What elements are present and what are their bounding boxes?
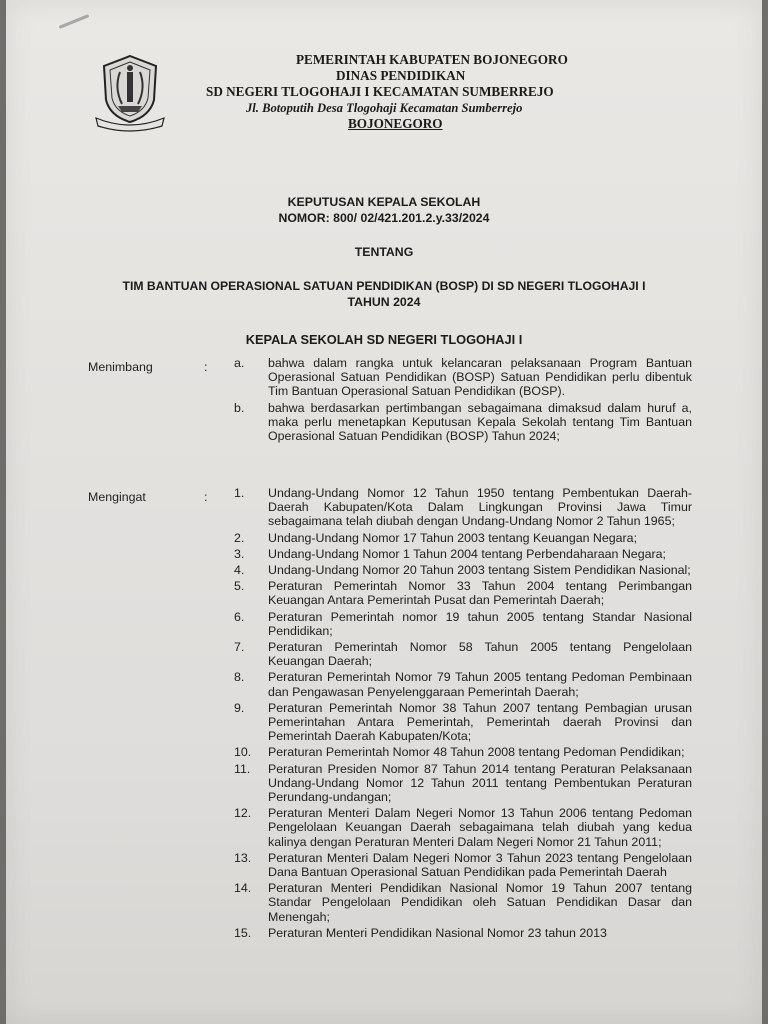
list-item-text: Peraturan Pemerintah Nomor 58 Tahun 2005 tentang Pengelolaan Keuangan Daerah; bbox=[268, 640, 692, 669]
list-item-number: 8. bbox=[234, 670, 245, 685]
list-item-number: 11. bbox=[234, 761, 251, 776]
list-item-text: Peraturan Pemerintah Nomor 38 Tahun 2007 tentang Pembagian urusan Pemerintahan Antara Pemerintah, Pemerintah daerah Provinsi dan Pemerintah Daerah Kabupaten/Kota; bbox=[268, 700, 692, 744]
decree-issuer: KEPALA SEKOLAH SD NEGERI TLOGOHAJI I bbox=[245, 332, 523, 347]
list-item-text: bahwa dalam rangka untuk kelancaran pelaksanaan Program Bantuan Operasional Satuan Pendidikan (BOSP) Satuan Pendidikan perlu dibentuk Tim Bantuan Operasional Satuan Pendidikan (BOSP). bbox=[268, 356, 692, 399]
list-item bbox=[234, 701, 692, 744]
list-item bbox=[234, 926, 692, 940]
list-item-number: a. bbox=[234, 356, 245, 370]
list-item-text: Peraturan Pemerintah Nomor 33 Tahun 2004 tentang Perimbangan Keuangan Antara Pemerintah Pusat dan Pemerintah Daerah; bbox=[268, 579, 692, 608]
mengingat-list bbox=[234, 486, 692, 942]
list-item bbox=[234, 531, 692, 545]
list-item-number: 7. bbox=[234, 640, 245, 655]
list-item-number: 12. bbox=[234, 806, 252, 821]
list-item bbox=[234, 640, 692, 668]
list-item-number: 6. bbox=[234, 609, 245, 624]
letterhead-address: Jl. Botoputih Desa Tlogohaji Kecamatan Sumberrejo bbox=[246, 101, 523, 115]
letterhead bbox=[186, 52, 636, 132]
list-item bbox=[234, 401, 692, 444]
menimbang-list bbox=[234, 356, 692, 445]
list-item-text: Undang-Undang Nomor 20 Tahun 2003 tentang Sistem Pendidikan Nasional; bbox=[268, 563, 691, 578]
letterhead-city: BOJONEGORO bbox=[348, 116, 443, 131]
list-item bbox=[234, 851, 692, 879]
list-item-text: Peraturan Menteri Dalam Negeri Nomor 3 Tahun 2023 tentang Pengelolaan Dana Bantuan Operasional Satuan Pendidikan pada Pemerintah Daerah bbox=[268, 850, 692, 880]
list-item-text: Undang-Undang Nomor 1 Tahun 2004 tentang Perbendaharaan Negara; bbox=[268, 546, 666, 561]
list-item-number: 1. bbox=[234, 486, 245, 500]
list-item-text: Undang-Undang Nomor 17 Tahun 2003 tentang Keuangan Negara; bbox=[268, 530, 638, 545]
list-item-number: 4. bbox=[234, 563, 245, 578]
list-item bbox=[234, 547, 692, 561]
list-item bbox=[234, 762, 692, 805]
list-item-text: Undang-Undang Nomor 12 Tahun 1950 tentang Pembentukan Daerah-Daerah Kabupaten/Kota Dalam Lingkungan Provinsi Jawa Timur sebagaimana telah diubah dengan Undang-Undang Nomor 2 Tahun 1965; bbox=[268, 486, 692, 529]
list-item bbox=[234, 486, 692, 529]
letterhead-government: PEMERINTAH KABUPATEN BOJONEGORO bbox=[296, 52, 568, 67]
list-item-number: 14. bbox=[234, 881, 252, 896]
list-item-text: Peraturan Pemerintah nomor 19 tahun 2005 tentang Standar Nasional Pendidikan; bbox=[268, 609, 692, 638]
list-item bbox=[234, 806, 692, 849]
list-item-text: Peraturan Menteri Pendidikan Nasional Nomor 19 Tahun 2007 tentang Standar Pengelolaan Pendidikan oleh Satuan Pendidikan Dasar dan Menengah; bbox=[268, 881, 692, 924]
mengingat-colon: : bbox=[204, 490, 208, 504]
list-item-number: 15. bbox=[234, 925, 252, 940]
list-item bbox=[234, 563, 692, 577]
list-item-number: b. bbox=[234, 400, 245, 415]
document-page bbox=[6, 0, 762, 1024]
decree-subject: TIM BANTUAN OPERASIONAL SATUAN PENDIDIKAN (BOSP) DI SD NEGERI TLOGOHAJI I bbox=[122, 279, 646, 293]
list-item-number: 2. bbox=[234, 530, 245, 545]
list-item bbox=[234, 579, 692, 607]
decree-title: KEPUTUSAN KEPALA SEKOLAH bbox=[287, 195, 481, 209]
decree-subject-year: TAHUN 2024 bbox=[347, 295, 421, 309]
letterhead-office: DINAS PENDIDIKAN bbox=[336, 68, 466, 83]
list-item-number: 5. bbox=[234, 579, 245, 594]
list-item bbox=[234, 670, 692, 698]
list-item-text: Peraturan Pemerintah Nomor 48 Tahun 2008 tentang Pedoman Pendidikan; bbox=[268, 745, 685, 760]
list-item bbox=[234, 610, 692, 638]
list-item-number: 9. bbox=[234, 700, 245, 715]
list-item-number: 3. bbox=[234, 546, 245, 561]
list-item bbox=[234, 881, 692, 924]
list-item-number: 13. bbox=[234, 850, 252, 865]
letterhead-school: SD NEGERI TLOGOHAJI I KECAMATAN SUMBERREJO bbox=[206, 84, 554, 99]
list-item bbox=[234, 745, 692, 759]
list-item-text: Peraturan Presiden Nomor 87 Tahun 2014 tentang Peraturan Pelaksanaan Undang-Undang Nomor 12 Tahun 2011 tentang Pembentukan Peraturan Perundang-undangan; bbox=[268, 761, 692, 805]
list-item-text: bahwa berdasarkan pertimbangan sebagaimana dimaksud dalam huruf a, maka perlu menetapkan Keputusan Kepala Sekolah tentang Tim Bantuan Operasional Satuan Pendidikan (BOSP) Tahun 2024; bbox=[268, 400, 692, 444]
menimbang-label: Menimbang bbox=[88, 360, 153, 374]
decree-tentang: TENTANG bbox=[354, 245, 414, 259]
bojonegoro-emblem-logo bbox=[94, 52, 166, 132]
list-item-text: Peraturan Menteri Pendidikan Nasional Nomor 23 tahun 2013 bbox=[268, 925, 607, 940]
list-item-text: Peraturan Pemerintah Nomor 79 Tahun 2005 tentang Pedoman Pembinaan dan Pengawasan Penyelenggaraan Pemerintah Daerah; bbox=[268, 670, 692, 699]
menimbang-colon: : bbox=[204, 360, 208, 374]
pen-mark bbox=[59, 14, 90, 29]
list-item-text: Peraturan Menteri Dalam Negeri Nomor 13 Tahun 2006 tentang Pedoman Pengelolaan Keuangan Daerah sebagaimana telah diubah yang kedua kalinya dengan Peraturan Menteri Dalam Negeri Nomor 21 Tahun 2011; bbox=[268, 806, 692, 849]
mengingat-label: Mengingat bbox=[88, 490, 146, 504]
decree-number: NOMOR: 800/ 02/421.201.2.y.33/2024 bbox=[278, 211, 490, 225]
list-item bbox=[234, 356, 692, 399]
list-item-number: 10. bbox=[234, 745, 252, 760]
